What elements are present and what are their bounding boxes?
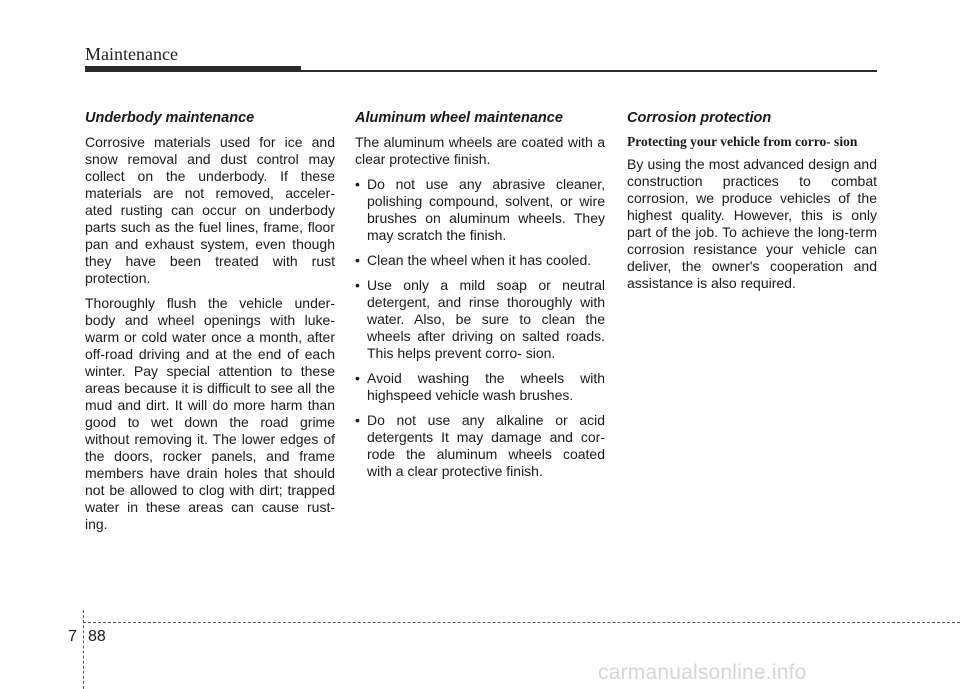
bullet-text: Avoid washing the wheels with highspeed vehicle wash brushes.	[367, 370, 605, 403]
bullet-icon: •	[355, 370, 360, 386]
list-item	[355, 277, 605, 362]
list-item	[355, 176, 605, 244]
column-underbody	[85, 110, 335, 541]
corrosion-paragraph: By using the most advanced design and construction practices to combat corrosion, we produce vehicles of the highest quality. However, this is only part of the job. To achieve the long-term corrosion resistance your vehicle can deliver, the owner's cooperation and assistance is also required.	[627, 156, 877, 291]
aluminum-heading: Aluminum wheel maintenance	[355, 110, 563, 126]
watermark: carmanualsonline.info	[598, 661, 807, 684]
header-rule-thin	[301, 70, 877, 72]
aluminum-intro: The aluminum wheels are coated with a clear protective finish.	[355, 134, 605, 167]
list-item	[355, 412, 605, 480]
column-aluminum-wheel	[355, 110, 605, 488]
bullet-text: Do not use any abrasive cleaner, polishing compound, solvent, or wire brushes on aluminum wheels. They may scratch the finish.	[367, 176, 605, 243]
corrosion-subheading: Protecting your vehicle from corro- sion	[627, 134, 858, 149]
footer-rule	[83, 622, 960, 623]
list-item	[355, 252, 605, 269]
bullet-text: Do not use any alkaline or acid detergents It may damage and cor- rode the aluminum wheels coated with a clear protective finish.	[367, 412, 605, 479]
bullet-icon: •	[355, 176, 360, 192]
bullet-text: Use only a mild soap or neutral detergent, and rinse thoroughly with water. Also, be sure to clean the wheels after driving on salted roads. This helps prevent corro- sion.	[367, 277, 605, 361]
bullet-icon: •	[355, 412, 360, 428]
bullet-icon: •	[355, 252, 360, 268]
aluminum-bullet-list	[355, 176, 605, 480]
page-header-title: Maintenance	[85, 44, 178, 64]
chapter-number: 7	[68, 628, 77, 645]
underbody-heading: Underbody maintenance	[85, 110, 255, 126]
underbody-paragraph-1: Corrosive materials used for ice and snow removal and dust control may collect on the underbody. If these materials are not removed, acceler- ated rusting can occur on underbody parts such as the fuel lines, frame, floor pan and exhaust system, even though they have been treated with rust protection.	[85, 134, 335, 286]
header-rule-thick	[85, 66, 301, 72]
underbody-paragraph-2: Thoroughly flush the vehicle under- body and wheel openings with luke- warm or cold water once a month, after off-road driving and at the end of each winter. Pay special attention to these areas because it is difficult to see all the mud and dirt. It will do more harm than good to wet down the road grime without removing it. The lower edges of the doors, rocker panels, and frame members have drain holes that should not be allowed to clog with dirt; trapped water in these areas can cause rust- ing.	[85, 295, 335, 532]
footer-divider	[83, 610, 84, 689]
list-item	[355, 370, 605, 404]
bullet-icon: •	[355, 277, 360, 293]
corrosion-heading: Corrosion protection	[627, 110, 772, 126]
bullet-text: Clean the wheel when it has cooled.	[367, 252, 592, 268]
column-corrosion	[627, 110, 877, 300]
page-number: 88	[88, 628, 106, 645]
